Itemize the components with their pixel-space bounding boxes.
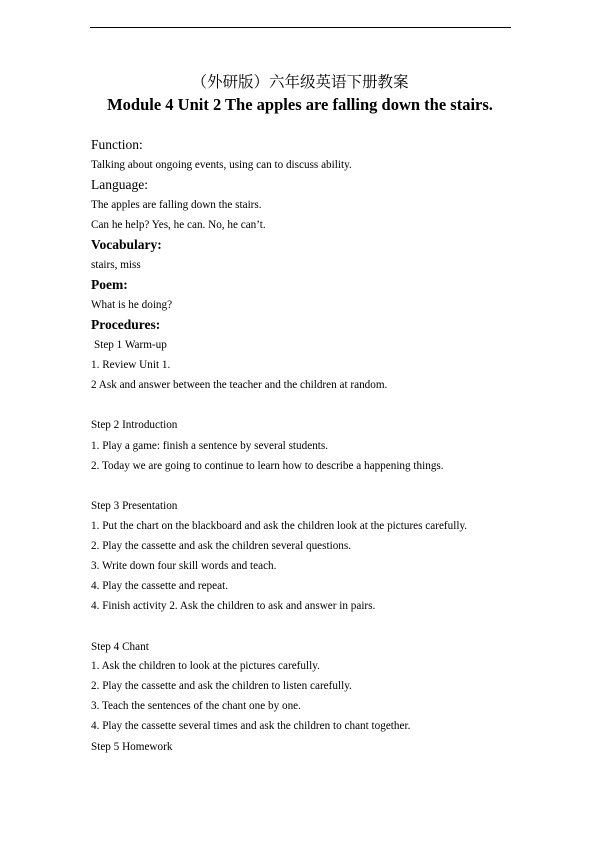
vocabulary-label: Vocabulary: xyxy=(91,237,162,252)
step-item: 2. Play the cassette and ask the children to listen carefully. xyxy=(91,680,352,692)
step-item: 4. Finish activity 2. Ask the children to ask and answer in pairs. xyxy=(91,600,376,612)
top-rule xyxy=(90,27,511,28)
step-item: 1. Review Unit 1. xyxy=(91,359,171,371)
step-item: 1. Put the chart on the blackboard and ask the children look at the pictures carefully. xyxy=(91,520,468,532)
step-heading: Step 5 Homework xyxy=(91,741,173,753)
step-heading: Step 1 Warm-up xyxy=(94,339,167,351)
function-label: Function: xyxy=(91,137,143,152)
document-title-chinese: （外研版）六年级英语下册教案 xyxy=(191,74,409,91)
language-label: Language: xyxy=(91,177,148,192)
document-title-english: Module 4 Unit 2 The apples are falling down the stairs. xyxy=(107,95,493,114)
step-heading: Step 3 Presentation xyxy=(91,500,178,512)
step-item: 4. Play the cassette and repeat. xyxy=(91,580,228,592)
function-text: Talking about ongoing events, using can to discuss ability. xyxy=(91,159,352,171)
step-item: 3. Teach the sentences of the chant one by one. xyxy=(91,700,301,712)
procedures-label: Procedures: xyxy=(91,317,161,332)
language-line: Can he help? Yes, he can. No, he can’t. xyxy=(91,219,266,231)
step-item: 2 Ask and answer between the teacher and the children at random. xyxy=(91,379,388,391)
step-item: 1. Play a game: finish a sentence by several students. xyxy=(91,440,329,452)
step-item: 1. Ask the children to look at the pictures carefully. xyxy=(91,660,320,672)
step-item: 2. Today we are going to continue to learn how to describe a happening things. xyxy=(91,460,444,472)
step-heading: Step 2 Introduction xyxy=(91,419,178,431)
step-item: 4. Play the cassette several times and ask the children to chant together. xyxy=(91,720,411,732)
step-item: 3. Write down four skill words and teach. xyxy=(91,560,277,572)
poem-label: Poem: xyxy=(91,277,128,292)
poem-text: What is he doing? xyxy=(91,299,173,311)
vocabulary-text: stairs, miss xyxy=(91,259,141,271)
language-line: The apples are falling down the stairs. xyxy=(91,199,262,211)
step-heading: Step 4 Chant xyxy=(91,641,149,653)
step-item: 2. Play the cassette and ask the children several questions. xyxy=(91,540,352,552)
